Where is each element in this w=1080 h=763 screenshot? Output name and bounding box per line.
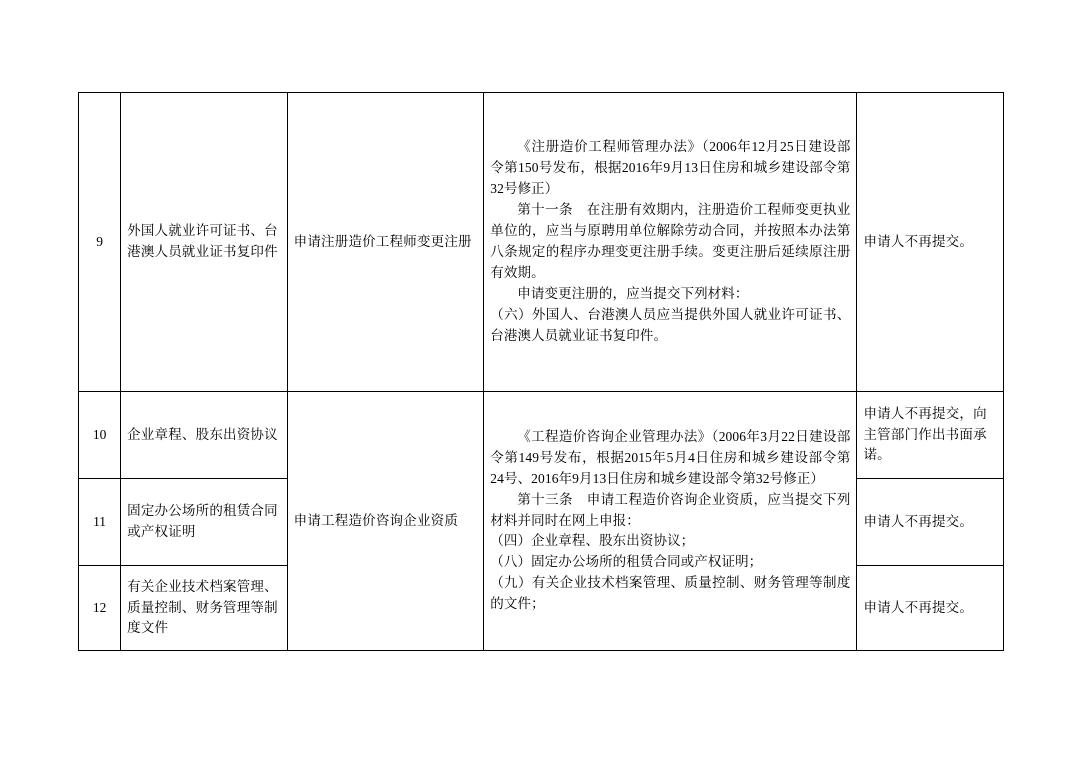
row-number: 11 [79,479,121,566]
basis-paragraph: 申请变更注册的，应当提交下列材料： [517,285,749,301]
row-result: 申请人不再提交。 [857,566,1004,651]
row-legal-basis [484,392,857,651]
row-item-name: 外国人就业许可证书、台港澳人员就业证书复印件 [121,93,288,392]
basis-paragraph: 《工程造价咨询企业管理办法》（2006年3月22日建设部令第149号发布，根据2015年5月4日住房和城乡建设部令第24号、2016年9月13日住房和城乡建设部令第32号修正） [490,428,851,486]
basis-paragraph: （八）固定办公场所的租赁合同或产权证明； [490,554,763,570]
basis-paragraph: 第十三条 申请工程造价咨询企业资质，应当提交下列材料并同时在网上申报： [490,491,851,528]
basis-paragraph: 《注册造价工程师管理办法》（2006年12月25日建设部令第150号发布，根据2016年9月13日住房和城乡建设部令第32号修正） [490,139,851,197]
table-row [79,392,1004,479]
row-number: 10 [79,392,121,479]
row-legal-basis [484,93,857,392]
row-result: 申请人不再提交，向主管部门作出书面承诺。 [857,392,1004,479]
row-result: 申请人不再提交。 [857,93,1004,392]
row-item-name: 有关企业技术档案管理、质量控制、财务管理等制度文件 [121,566,288,651]
basis-paragraph: （九）有关企业技术档案管理、质量控制、财务管理等制度的文件； [490,575,851,612]
requirements-table [78,92,1004,651]
row-apply-matter: 申请注册造价工程师变更注册 [287,93,484,392]
table-row [79,93,1004,392]
row-item-name: 固定办公场所的租赁合同或产权证明 [121,479,288,566]
legal-basis-text [490,427,850,615]
basis-paragraph: （四）企业章程、股东出资协议； [490,533,695,549]
row-apply-matter: 申请工程造价咨询企业资质 [287,392,484,651]
table-container [78,92,1004,651]
row-number: 12 [79,566,121,651]
row-result: 申请人不再提交。 [857,479,1004,566]
basis-paragraph: （六）外国人、台港澳人员应当提供外国人就业许可证书、台港澳人员就业证书复印件。 [490,306,851,343]
row-item-name: 企业章程、股东出资协议 [121,392,288,479]
legal-basis-text [490,137,850,346]
basis-paragraph: 第十一条 在注册有效期内，注册造价工程师变更执业单位的，应当与原聘用单位解除劳动合同，并按照本办法第八条规定的程序办理变更注册手续。变更注册后延续原注册有效期。 [490,202,851,280]
row-number: 9 [79,93,121,392]
